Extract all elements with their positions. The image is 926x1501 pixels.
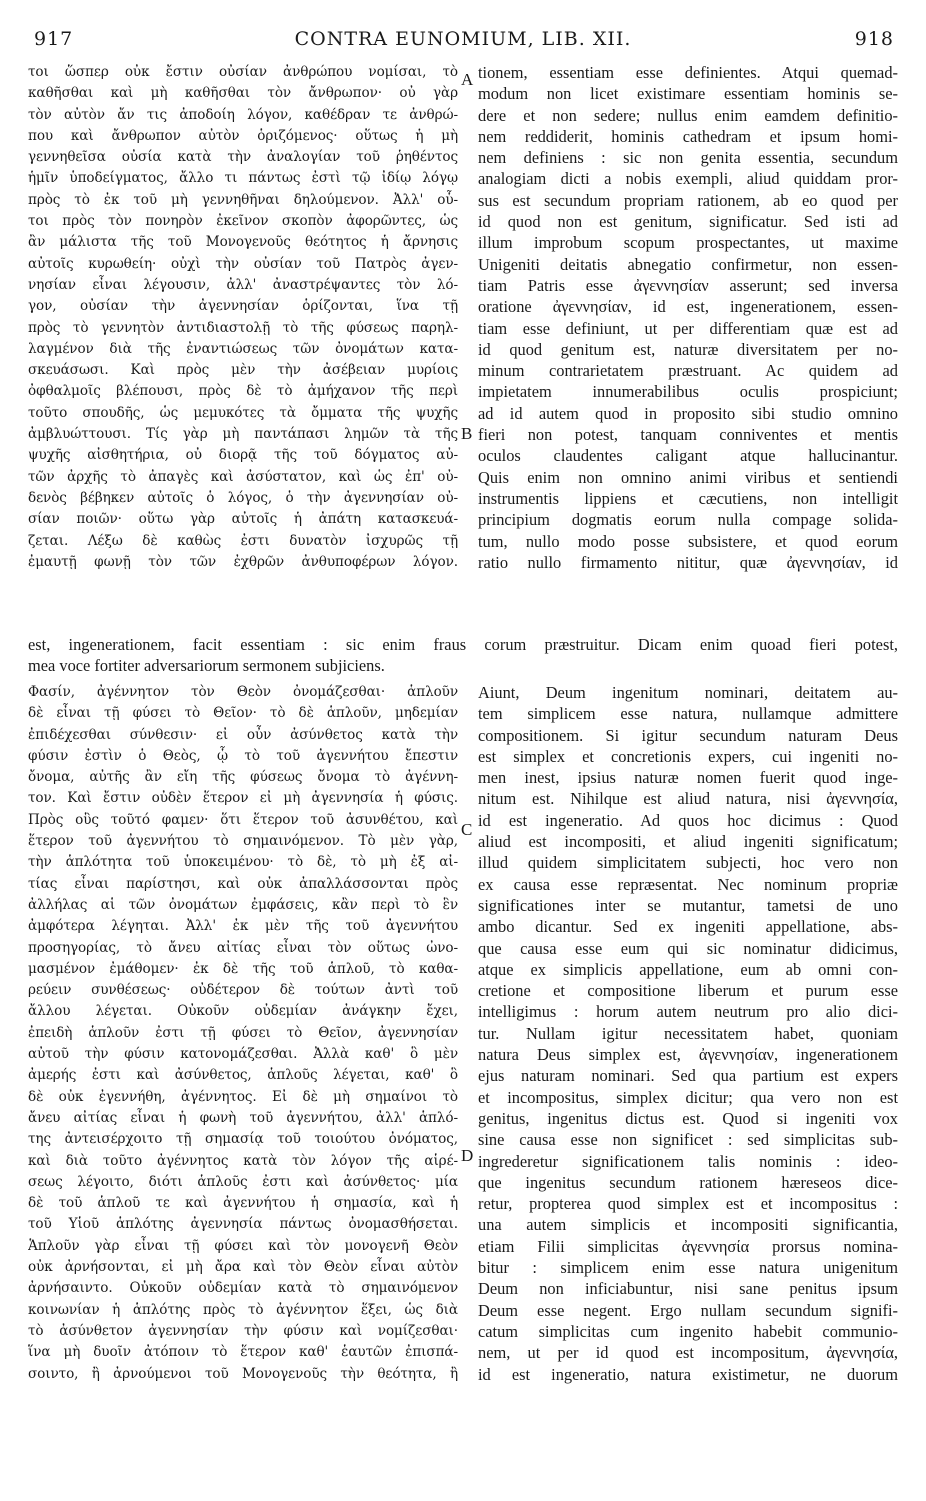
margin-marker-a: A xyxy=(461,70,474,89)
latin-line: fieri non potest, tanquam conniventes et mentis xyxy=(478,425,898,445)
greek-line: ζεται. Λέξω δὲ καθὼς ἐστι δυνατὸν ἰσχυρῶς τῇ xyxy=(28,532,458,549)
latin-line: illum improbum scopum prospectantes, ut maxime xyxy=(478,233,898,253)
greek-line: σκευάσωσι. Καὶ πρὸς μὲν τὴν ἀσέβειαν μυρίοις xyxy=(28,362,458,379)
latin-line: illud quidem simplicitatem subjecti, hoc vero non xyxy=(478,853,898,873)
margin-marker-c: C xyxy=(461,820,473,839)
latin-line: id est ingeneratio, natura existimetur, ne duorum xyxy=(478,1364,898,1384)
greek-line: Φασίν, ἀγέννητον τὸν Θεὸν ὀνομάζεσθαι· ἁπλοῦν xyxy=(28,684,458,700)
greek-line: καθῆσθαι καὶ μὴ καθῆσθαι τὸν ἄνθρωπον· οὐ γὰρ xyxy=(28,85,458,102)
greek-line: ἂν μάλιστα τῆς τοῦ Μονογενοῦς θεότητος ἡ ἄρνησις xyxy=(28,234,458,251)
latin-line: oculos claudentes caligant atque hallucinantur. xyxy=(478,446,898,466)
latin-line: bitur : simplicem enim esse natura unigenitum xyxy=(478,1258,898,1278)
latin-line: atque ex simplicis appellatione, eum ab omni con- xyxy=(478,959,898,979)
greek-line: δενὸς βέβηκεν αὐτοῖς ὁ λόγος, ὁ τὴν ἀγεννησίαν οὐ- xyxy=(28,489,458,506)
latin-line: una autem simplicis et incompositi significantia, xyxy=(478,1215,898,1235)
greek-line: γον, οὐσίαν τὴν ἀγεννησίαν ὁρίζονται, ἵνα τῇ xyxy=(28,298,458,315)
running-header xyxy=(0,28,926,58)
greek-line: της ἀντεισέρχοιτο τῇ σημασίᾳ τοῦ τοιούτου ὀνόματος, xyxy=(28,1131,458,1148)
latin-line: tur. Nullam igitur necessitatem habet, quoniam xyxy=(478,1023,898,1043)
greek-line: τὸν αὐτὸν ἄν τις ἀποδοίη λόγον, καθέδραν τε ἀνθρώ- xyxy=(28,106,458,123)
latin-line: nem definiens : sic non genita essentia, secundum xyxy=(478,148,898,168)
latin-line: instrumentis lippiens et cæcutiens, non intelligit xyxy=(478,488,898,508)
greek-column-top xyxy=(28,62,458,573)
latin-line: ratio nullo firmamento nititur, quæ ἀγεννησίαν, id xyxy=(478,552,898,572)
latin-line: analogiam dicti a nobis exempli, aliud quiddam pror- xyxy=(478,169,898,189)
latin-column-top xyxy=(478,62,898,573)
latin-line: Aiunt, Deum ingenitum nominari, deitatem au- xyxy=(478,683,898,702)
latin-line: genitus, ingenitus dictus est. Quod si ingeniti vox xyxy=(478,1108,898,1128)
greek-line: τὸ ἀσύνθετον ἀγεννησίαν τὴν φύσιν καὶ νομίζεσθαι· xyxy=(28,1322,458,1339)
greek-line: τοι πρὸς τὸν πονηρὸν ἐκεῖνον σκοπὸν ἀφορῶντες, ὡς xyxy=(28,213,458,230)
greek-line: ἐπειδὴ ἁπλοῦν ἐστι τῇ φύσει τὸ Θεῖον, ἀγεννησίαν xyxy=(28,1024,458,1041)
latin-line: que causa esse eum qui sic nominatur didicimus, xyxy=(478,938,898,958)
greek-line: σοιντο, ἢ ἀρνούμενοι τοῦ Μονογενοῦς τὴν θεότητα, ἢ xyxy=(28,1365,458,1382)
greek-line: καὶ διὰ τοῦτο ἀγέννητος κατὰ τὸν λόγον τῆς αἱρέ- xyxy=(28,1152,458,1169)
greek-line: ἀρνήσαιντο. Οὐκοῦν οὐδεμίαν κατὰ τὸ σημαινόμενον xyxy=(28,1280,458,1297)
latin-line: est simplex et concretionis expers, cui ingeniti no- xyxy=(478,746,898,766)
latin-line: significationes inter se mutantur, tametsi de uno xyxy=(478,895,898,915)
latin-line: cretione et compositione liberum et purum esse xyxy=(478,981,898,1001)
greek-line: λαγμένον διὰ τῆς ἐναντιώσεως τῶν ὀνομάτων κατα- xyxy=(28,340,458,357)
greek-line: ἄνευ αἰτίας εἶναι ἡ φωνὴ τοῦ ἀγεννήτου, ἀλλ' ἁπλό- xyxy=(28,1109,458,1126)
greek-line: σεως λέγοιτο, διότι ἁπλοῦς ἐστι καὶ ἀσύνθετος· μία xyxy=(28,1173,458,1190)
latin-line: Quis enim non omnino animi viribus et sentiendi xyxy=(478,467,898,487)
page-number-right: 918 xyxy=(854,28,894,50)
latin-line: sus est secundum propriam rationem, ab eo quod per xyxy=(478,190,898,210)
greek-line: ἐπιδέχεσθαι σύνθεσιν· εἰ οὖν ἀσύνθετος κατὰ τὴν xyxy=(28,726,458,743)
latin-line: dere et non sedere; nullus enim eamdem definitio- xyxy=(478,105,898,125)
greek-line: πρὸς τὸ γεννητὸν ἀντιδιαστολῇ τὸ τῆς φύσεως παρηλ- xyxy=(28,319,458,336)
latin-line: tem simplicem esse natura, nullamque admittere xyxy=(478,704,898,724)
greek-line: δὲ εἶναι τῇ φύσει τὸ Θεῖον· τὸ δὲ ἁπλοῦν, μηδεμίαν xyxy=(28,705,458,722)
greek-line: ὄνομα, αὐτῆς ἂν εἴη τῆς φύσεως ὄνομα τὸ ἀγέννη- xyxy=(28,769,458,786)
latin-line: modum non licet existimare essentiam hominis se- xyxy=(478,84,898,104)
greek-line: Πρὸς οὓς τοῦτό φαμεν· ὅτι ἕτερον τοῦ ἀσυνθέτου, καὶ xyxy=(28,811,458,828)
latin-line: intelligimus : horum autem neutrum pro alio dici- xyxy=(478,1002,898,1022)
latin-line: aliud est incompositi, et aliud ingeniti significatum; xyxy=(478,832,898,852)
latin-line: oratione ἀγεννησίαν, id est, ingenerationem, essen- xyxy=(478,297,898,317)
bridge-line: mea voce fortiter adversariorum sermonem subjiciens. xyxy=(28,656,385,676)
full-width-bridge xyxy=(28,634,898,677)
running-title: CONTRA EUNOMIUM, LIB. XII. xyxy=(294,28,632,50)
greek-line: ὀφθαλμοῖς βλέπουσι, πρὸς δὲ τὸ ἀμήχανον τῆς περὶ xyxy=(28,383,458,400)
greek-line: αὐτοῖς κυρωθείη· οὐχὶ τὴν οὐσίαν τοῦ Πατρὸς ἀγεν- xyxy=(28,255,458,272)
latin-column-bottom xyxy=(478,682,898,1385)
greek-line: που καὶ ἄνθρωπον αὐτὸν ὁριζόμενος· οὕτως ἡ μὴ xyxy=(28,127,458,144)
latin-line: id quod genitum est, naturæ diversitatem per no- xyxy=(478,339,898,359)
latin-line: ad id autem quod in proposito sibi studio omnino xyxy=(478,403,898,423)
greek-line: φύσιν ἐστὶν ὁ Θεὸς, ᾧ τὸ τοῦ ἀγεννήτου ἔπεστιν xyxy=(28,747,458,764)
latin-line: que ingenitus secundum rationem hæreseos dice- xyxy=(478,1172,898,1192)
greek-line: ἄλλου λέγεται. Οὐκοῦν οὐδεμίαν ἀνάγκην ἔχει, xyxy=(28,1003,458,1020)
greek-line: μασμένον ἐμάθομεν· ἐκ δὲ τῆς τοῦ ἁπλοῦ, τὸ καθα- xyxy=(28,960,458,977)
greek-line: τῶν ἀρχῆς τὸ ἀπαγὲς καὶ ἀσύστατον, καὶ ὡς ἐπ' οὐ- xyxy=(28,468,458,485)
latin-line: ex causa esse repræsentat. Nec nominum propriæ xyxy=(478,874,898,894)
greek-line: ἀμερής ἐστι καὶ ἀσύνθετος, ἁπλοῦς λέγεται, καθ' ὃ xyxy=(28,1067,458,1084)
greek-line: ἀλλήλας αἱ τῶν ὀνομάτων ἐμφάσεις, κἂν περὶ τὸ ἓν xyxy=(28,896,458,913)
latin-line: tiam esse definiunt, ut per differentiam quæ est ad xyxy=(478,318,898,338)
greek-line: αὐτοῦ τὴν φύσιν κατονομάζεσθαι. Ἀλλὰ καθ' ὃ μὲν xyxy=(28,1046,458,1063)
greek-line: Ἁπλοῦν γὰρ εἶναι τῇ φύσει καὶ τὸν μονογενῆ Θεὸν xyxy=(28,1237,458,1254)
latin-line: natura Deus simplex est, ἀγεννησίαν, ingenerationem xyxy=(478,1045,898,1065)
latin-line: principium dogmatis eorum nulla compage solida- xyxy=(478,510,898,530)
greek-line: τον. Καὶ ἔστιν οὐδὲν ἕτερον εἰ μὴ ἀγεννησία ἡ φύσις. xyxy=(28,790,458,807)
greek-line: προσηγορίας, τὸ ἄνευ αἰτίας εἶναι τὸν οὕτως ὠνο- xyxy=(28,939,458,956)
greek-line: σίαν ποιῶν· οὕτω γὰρ αὐτοῖς ἡ ἀπάτη κατασκευά- xyxy=(28,511,458,528)
greek-line: ἐμαυτῇ φωνῇ τὸν τῶν ἐχθρῶν ἀνθυποφέρων λόγον. xyxy=(28,553,458,570)
latin-line: id quod non est genitum, significatur. Sed isti ad xyxy=(478,212,898,232)
latin-line: minum contrarietatem præstruant. Ac quidem ad xyxy=(478,361,898,381)
latin-line: tum, nullo modo posse subsistere, et quod eorum xyxy=(478,531,898,551)
greek-column-bottom xyxy=(28,682,458,1385)
greek-line: πρὸς τὸ ἐκ τοῦ μὴ γεννηθῆναι δηλούμενον. Ἀλλ' οὗ- xyxy=(28,191,458,208)
greek-line: δὲ τοῦ ἁπλοῦ τε καὶ ἀγεννήτου ἡ σημασία, καὶ ἡ xyxy=(28,1195,458,1212)
latin-line: ambo dicantur. Sed ex ingeniti appellatione, abs- xyxy=(478,917,898,937)
latin-line: impietatem innumerabilibus oculis prospiciunt; xyxy=(478,382,898,402)
latin-line: Deum esse negent. Ergo nullam secundum signifi- xyxy=(478,1300,898,1320)
greek-line: τοι ὥσπερ οὐκ ἔστιν οὐσίαν ἀνθρώπου νομίσαι, τὸ xyxy=(28,64,458,80)
latin-line: catum simplicitas cum ingenito habebit communio- xyxy=(478,1321,898,1341)
greek-line: ἀμβλυώττουσι. Τίς γὰρ μὴ παντάπασι λημῶν τὰ τῆς xyxy=(28,426,458,443)
latin-line: id est ingeneratio. Ad quos hoc dicimus : Quod xyxy=(478,810,898,830)
latin-line: nem reddiderit, hominis cathedram et ipsum homi- xyxy=(478,126,898,146)
latin-line: nem, ut per id quod est incompositum, ἀγεννησία, xyxy=(478,1343,898,1363)
greek-line: ἵνα μὴ δυοῖν ἀτόποιν τὸ ἕτερον καθ' ἑαυτῶν ἐπισπά- xyxy=(28,1344,458,1361)
page-number-left: 917 xyxy=(34,28,74,50)
latin-line: et incompositus, simplex dicitur; qua vero non est xyxy=(478,1087,898,1107)
latin-line: Unigeniti deitatis abnegatio confirmetur, non essen- xyxy=(478,254,898,274)
greek-line: τὴν ἁπλότητα τοῦ ὑποκειμένου· τὸ δὲ, τὸ μὴ ἐξ αἰ- xyxy=(28,854,458,871)
latin-line: ejus naturam nominari. Sed qua partium est expers xyxy=(478,1066,898,1086)
greek-line: νησίαν εἶναι λέγουσιν, ἀλλ' ἀναστρέψαντες τὸν λό- xyxy=(28,276,458,293)
greek-line: τίας εἶναι παρίστησι, καὶ οὐκ ἀπαλλάσσονται πρὸς xyxy=(28,875,458,892)
latin-line: ingrederetur significationem talis nominis : ideo- xyxy=(478,1151,898,1171)
latin-line: tiam Patris esse ἀγεννησίαν asserunt; sed inversa xyxy=(478,275,898,295)
greek-line: γεννηθεῖσα οὐσία κατὰ τὴν ἀναλογίαν τοῦ ῥηθέντος xyxy=(28,149,458,166)
greek-line: ἡμῖν ὑποδείγματος, ἄλλο τι πάντως ἐστὶ τῷ ἰδίῳ λόγῳ xyxy=(28,170,458,187)
latin-line: tionem, essentiam esse definientes. Atqui quemad- xyxy=(478,63,898,82)
greek-line: οὐκ ἀρνήσονται, εἰ μὴ ἄρα καὶ τὸν Θεὸν εἶναι αὐτὸν xyxy=(28,1259,458,1276)
bridge-line: est, ingenerationem, facit essentiam : sic enim fraus corum præstruitur. Dicam enim quoad fieri potest, xyxy=(28,635,898,654)
latin-line: compositionem. Si igitur secundum naturam Deus xyxy=(478,725,898,745)
greek-line: ἀμφότερα λέγηται. Ἀλλ' ἐκ μὲν τῆς τοῦ ἀγεννήτου xyxy=(28,918,458,935)
greek-line: τοῦ Υἱοῦ ἁπλότης ἀγεννησία πάντως ὀνομασθήσεται. xyxy=(28,1216,458,1233)
greek-line: τοῦτο σπουδῆς, ὡς μεμυκότες τὰ ὄμματα τῆς ψυχῆς xyxy=(28,404,458,421)
margin-marker-b: B xyxy=(461,424,473,443)
greek-line: ρεύειν συνθέσεως· οὐδέτερον δὲ τούτων ἀντὶ τοῦ xyxy=(28,982,458,999)
latin-line: sine causa esse non significet : sed simplicitas sub- xyxy=(478,1130,898,1150)
greek-line: ψυχῆς αἰσθητήρια, οὐ διορᾷ τῆς τοῦ δόγματος αὐ- xyxy=(28,447,458,464)
latin-line: nitum est. Nihilque est aliud natura, nisi ἀγεννησία, xyxy=(478,789,898,809)
greek-line: δὲ οὐκ ἐγεννήθη, ἀγέννητος. Εἰ δὲ μὴ σημαίνοι τὸ xyxy=(28,1088,458,1105)
latin-line: Deum non inficiabuntur, nisi sane penitus ipsum xyxy=(478,1279,898,1299)
margin-marker-d: D xyxy=(461,1146,474,1165)
latin-line: etiam Filii simplicitas ἀγεννησία prorsus nomina- xyxy=(478,1236,898,1256)
greek-line: ἕτερον τοῦ ἀγεννήτου τὸ σημαινόμενον. Τὸ μὲν γὰρ, xyxy=(28,833,458,850)
greek-line: κοινωνίαν ἡ ἁπλότης πρὸς τὸ ἀγέννητον ἕξει, ὡς διὰ xyxy=(28,1301,458,1318)
latin-line: retur, propterea quod simplex est et incompositus : xyxy=(478,1194,898,1214)
latin-line: men inest, ipsius naturæ nomen fuerit quod inge- xyxy=(478,768,898,788)
